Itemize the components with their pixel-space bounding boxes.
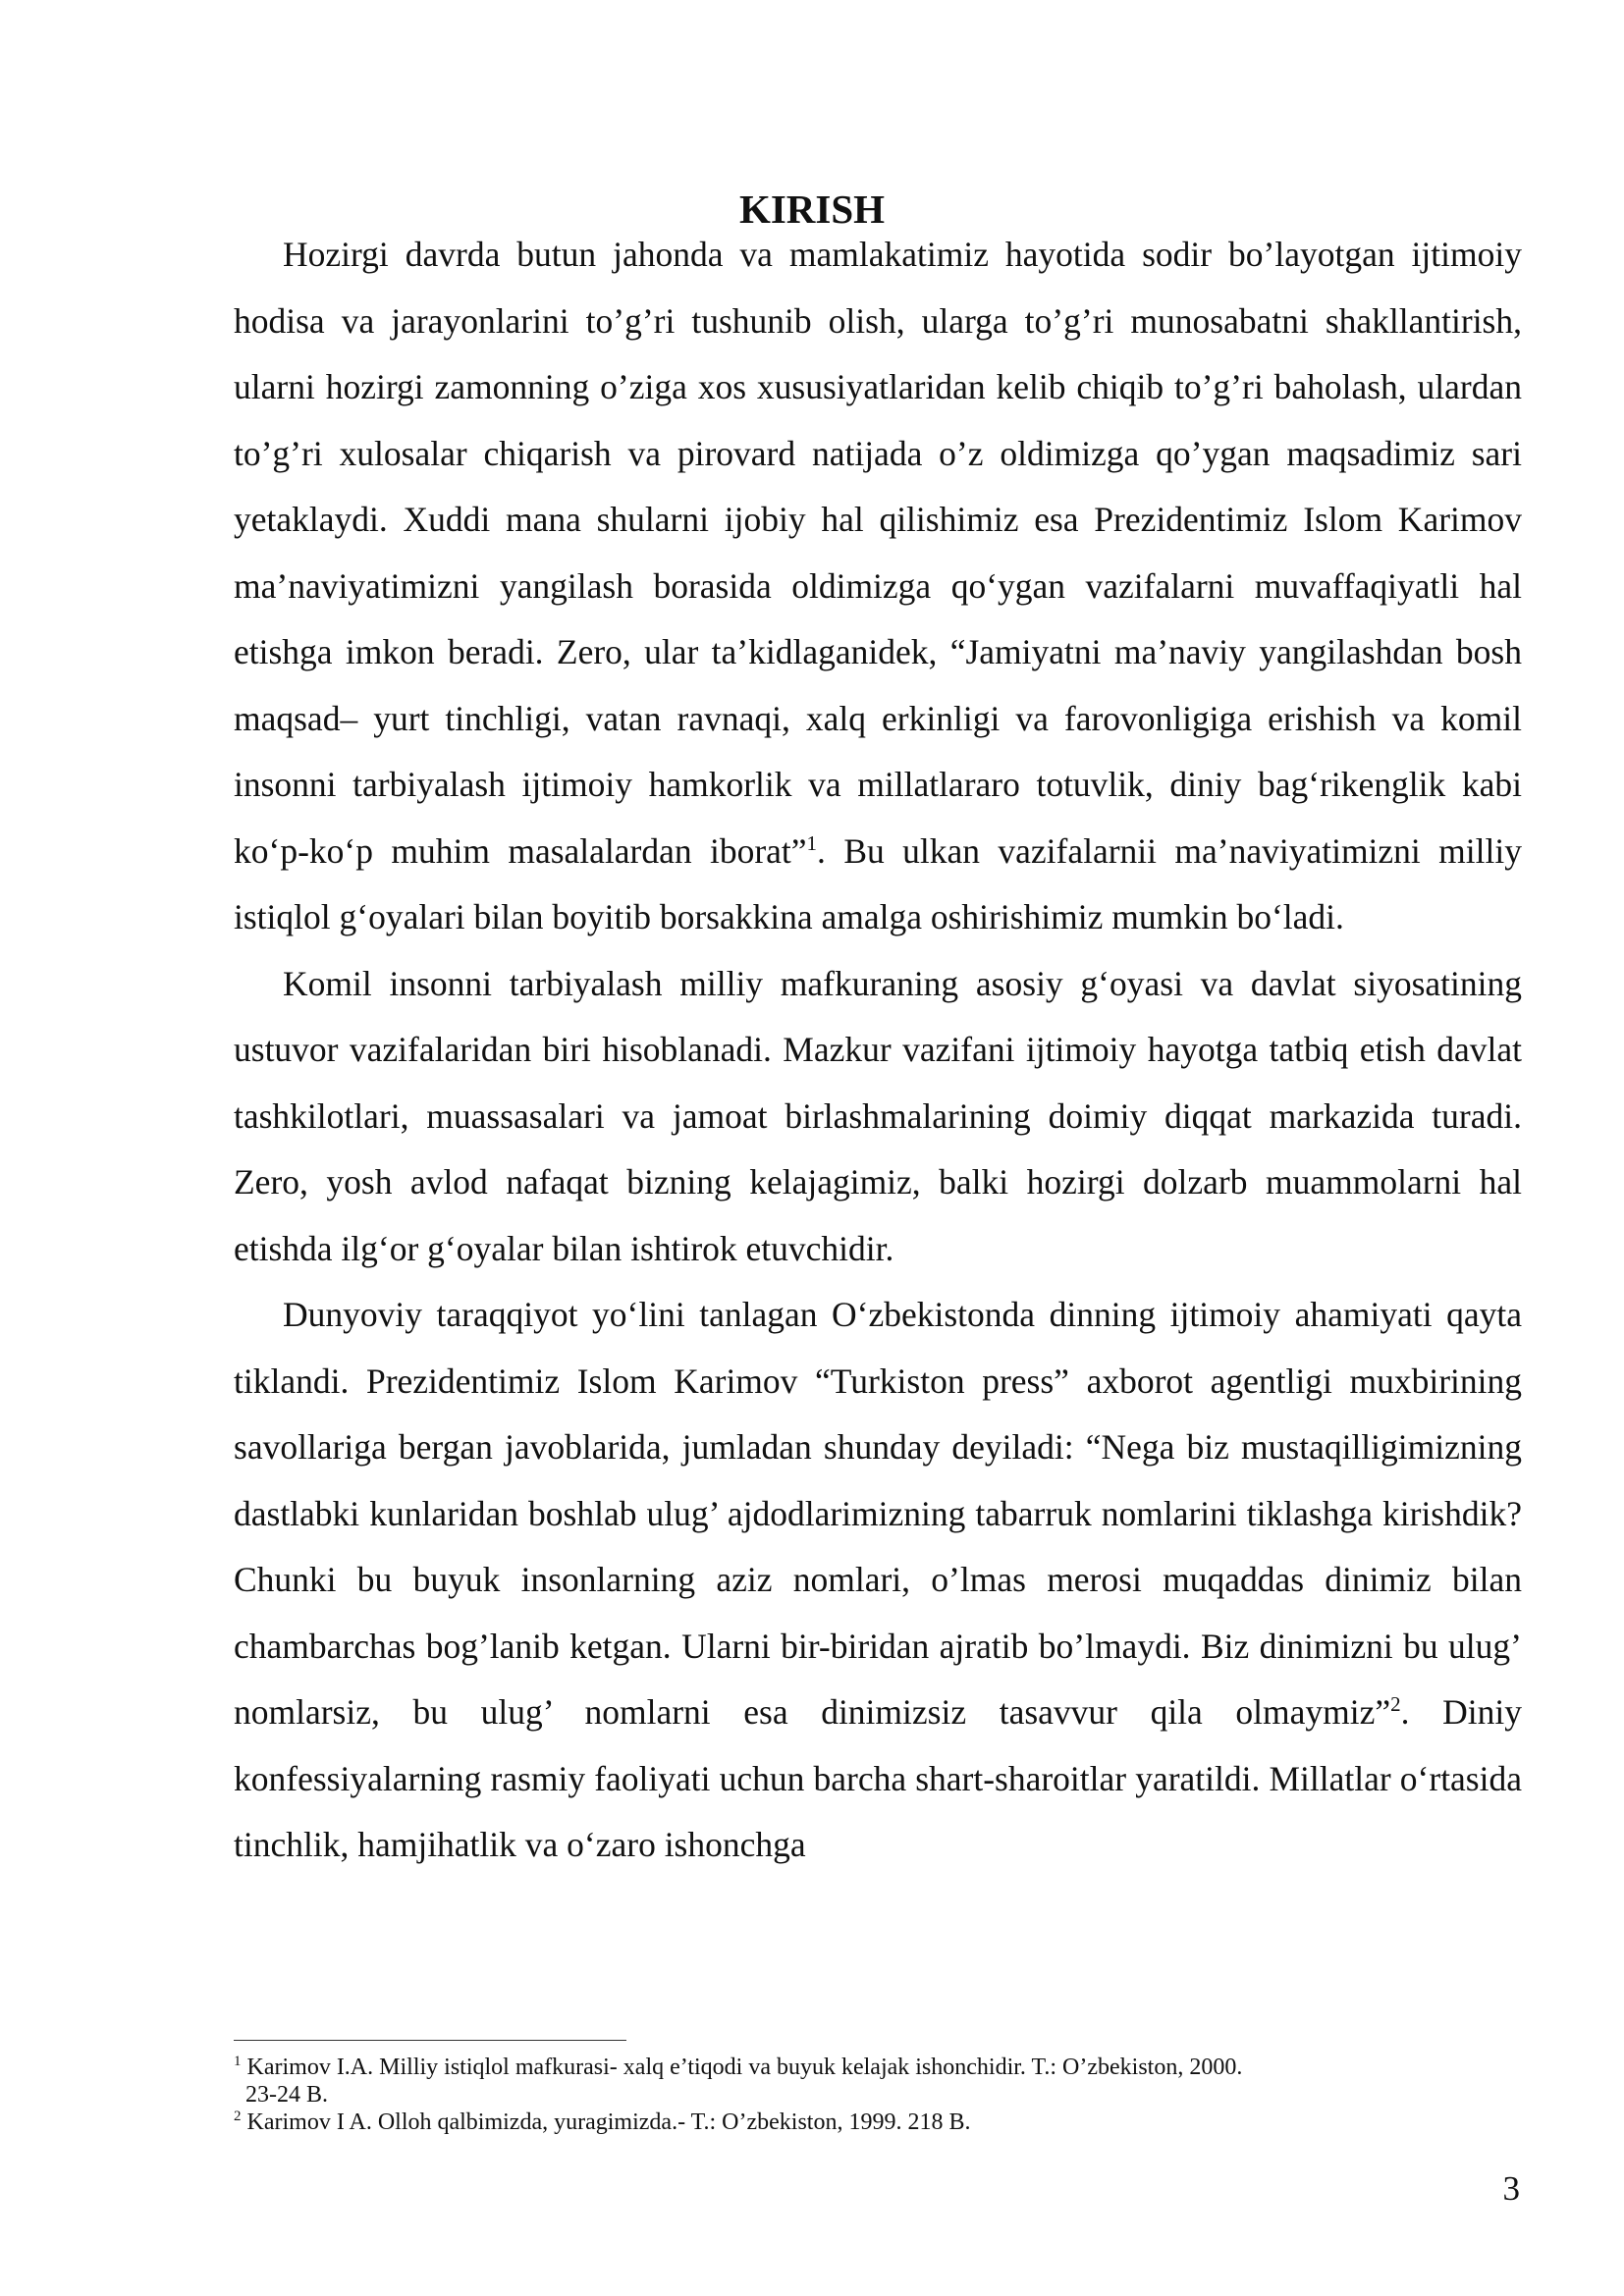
footnote-2 [234,2109,1510,2136]
paragraph-2 [234,951,1522,1283]
footnote-ref-1: 1 [806,830,818,855]
paragraph-1-text-cont: . Bu ulkan vazifalarnii ma’naviyatimizni milliy istiqlol g‘oyalari bilan boyitib borsakkina amalga oshirishimiz mumkin bo‘ladi. [234,830,1522,936]
footnote-1-continuation: 23-24 B. [245,2082,328,2108]
paragraph-3 [234,1282,1522,1879]
paragraph-3-text: Dunyoviy taraqqiyot yo‘lini tanlagan O‘zbekistonda dinning ijtimoiy ahamiyati qayta tiklandi. Prezidentimiz Islom Karimov “Turkiston press” axborot agentligi muxbirining savollariga bergan javoblarida, jumladan shunday deyiladi: “Nega biz mustaqilligimizning dastlabki kunlaridan boshlab ulug’ ajdodlarimizning tabarruk nomlarini tiklashga kirishdik? Chunki bu buyuk insonlarning aziz nomlari, o’lmas merosi muqaddas dinimiz bilan chambarchas bog’lanib ketgan. Ularni bir-biridan ajratib bo’lmaydi. Biz dinimizni bu ulug’ nomlarsiz, bu ulug’ nomlarni esa dinimizsiz tasavvur qila olmaymiz” [234,1295,1522,1732]
footnotes [234,2054,1510,2136]
footnote-2-text: Karimov I A. Olloh qalbimizda, yuragimizda.- T.: O’zbekiston, 1999. 218 B. [246,2109,971,2135]
page-number: 3 [1502,2169,1520,2208]
paragraph-1-text: Hozirgi davrda butun jahonda va mamlakatimiz hayotida sodir bo’layotgan ijtimoiy hodisa va jarayonlarini to’g’ri tushunib olish, ularga to’g’ri munosabatni shakllantirish, ularni hozirgi zamonning o’ziga xos xususiyatlaridan kelib chiqib to’g’ri baholash, ulardan to’g’ri xulosalar chiqarish va pirovard natijada o’z oldimizga qo’ygan maqsadimiz sari yetaklaydi. Xuddi mana shularni ijobiy hal qilishimiz esa Prezidentimiz Islom Karimov ma’naviyatimizni yangilash borasida oldimizga qo‘ygan vazifalarni muvaffaqiyatli hal etishga imkon beradi. Zero, ular ta’kidlaganidek, “Jamiyatni ma’naviy yangilashdan bosh maqsad– yurt tinchligi, vatan ravnaqi, xalq erkinligi va farovonligiga erishish va komil insonni tarbiyalash ijtimoiy hamkorlik va millatlararo totuvlik, diniy bag‘rikenglik kabi ko‘p-ko‘p muhim masalalardan iborat” [234,235,1522,871]
footnote-ref-2: 2 [1390,1692,1401,1717]
page-title: KIRISH [738,187,886,233]
footnote-1-text: Karimov I.A. Milliy istiqlol mafkurasi- xalq e’tiqodi va buyuk kelajak ishonchidir. T.: O’zbekiston, 2000. [246,2055,1243,2080]
footnote-1-number: 1 [234,2054,242,2069]
footnote-divider [234,2040,626,2041]
footnote-2-number: 2 [234,2109,242,2124]
paragraph-2-text: Komil insonni tarbiyalash milliy mafkuraning asosiy g‘oyasi va davlat siyosatining ustuvor vazifalaridan biri hisoblanadi. Mazkur vazifani ijtimoiy hayotga tatbiq etish davlat tashkilotlari, muassasalari va jamoat birlashmalarining doimiy diqqat markazida turadi. Zero, yosh avlod nafaqat bizning kelajagimiz, balki hozirgi dolzarb muammolarni hal etishda ilg‘or g‘oyalar bilan ishtirok etuvchidir. [234,963,1522,1268]
body-text [234,222,1522,1879]
paragraph-3-text-cont: . Diniy konfessiyalarning rasmiy faoliyati uchun barcha shart-sharoitlar yaratildi. Millatlar o‘rtasida tinchlik, hamjihatlik va o‘zaro ishonchga [234,1692,1522,1864]
footnote-1 [234,2054,1510,2081]
paragraph-1 [234,222,1522,951]
